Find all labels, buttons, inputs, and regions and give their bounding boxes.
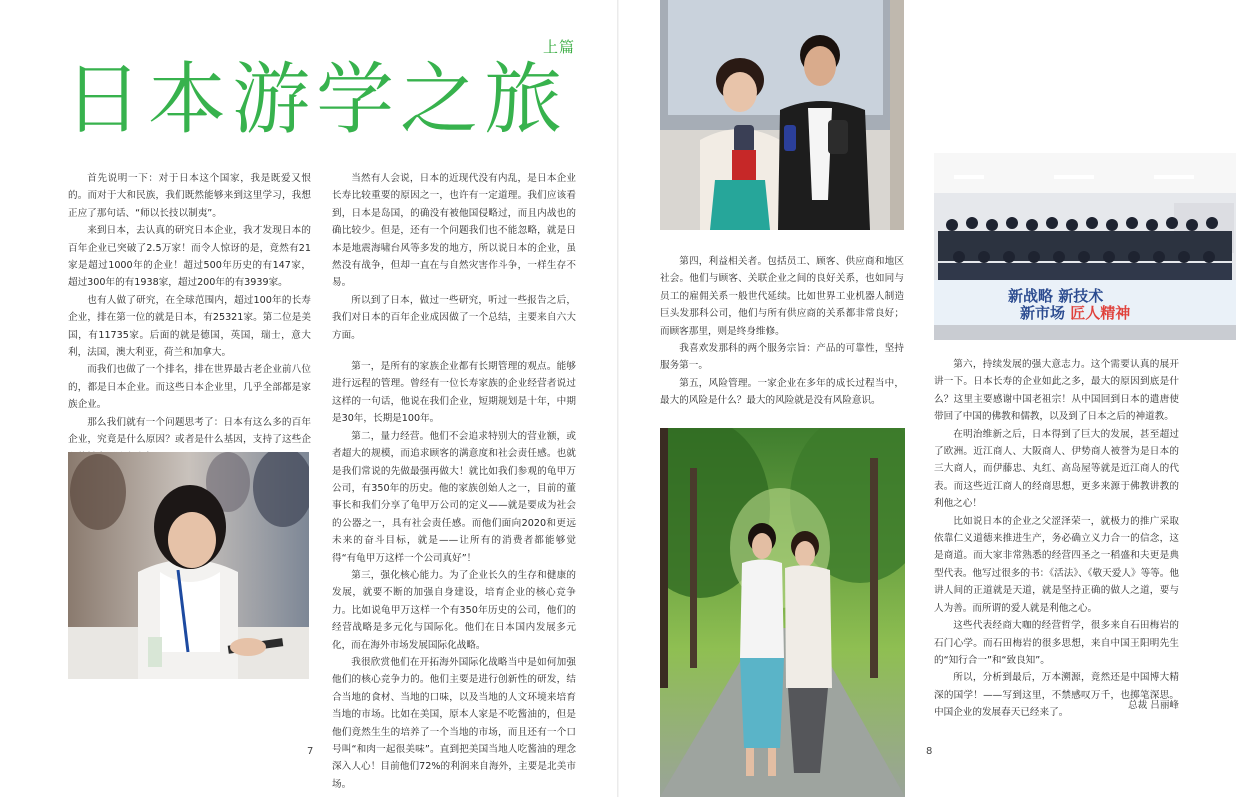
paragraph: 第六，持续发展的强大意志力。这个需要认真的展开讲一下。日本长寿的企业如此之多，最大的原因到底是什么？这里主要感谢中国老祖宗！从中国回到日本的遣唐使带回了中国的佛教和儒教，以及到了日本之后的神道教。 xyxy=(934,359,1179,423)
paragraph: 所以，分析到最后，万本溯源，竟然还是中国博大精深的国学！——写到这里，不禁感叹万千，也掷笔深思。中国企业的发展春天已经来了。 xyxy=(934,672,1179,719)
banner-line1a: 新战略 xyxy=(1008,287,1054,305)
paragraph: 第四，利益相关者。包括员工、顾客、供应商和地区社会。他们与顾客、关联企业之间的良好关系，也如同与员工的雇佣关系一般世代延续。比如世界工业机器人制造巨头发那科公司，他们与所有供应商的关系都非常良好；而顾客那里，则是终身维修。 xyxy=(660,256,904,337)
photo-woman-writing xyxy=(68,452,309,679)
author-signature: 总裁 吕丽峰 xyxy=(1128,700,1180,711)
banner-line2a: 新市场 xyxy=(1020,304,1066,322)
paragraph: 这些代表经商大咖的经营哲学，很多来自石田梅岩的石门心学。而石田梅岩的很多思想，来自中国王阳明先生的“知行合一”和“致良知”。 xyxy=(934,620,1179,666)
article-title: 日本游学之旅 xyxy=(64,55,569,145)
paragraph: 而我们也做了一个排名，排在世界最古老企业前八位的，都是日本企业。而这些日本企业里，几乎全部都是家族企业。 xyxy=(68,364,311,411)
paragraph: 当然有人会说，日本的近现代没有内乱，是日本企业长寿比较重要的原因之一，也许有一定道理。我们应该看到，日本是岛国，的确没有被他国侵略过，而且内战也的确比较少。但是，还有一个问题我们也不能忽略，就是日本是地震海啸台风等多发的地方，所以说日本的企业，虽然没有战争，但却一直在与自然灾害作斗争，一样生存不易。 xyxy=(332,173,576,289)
left-column-1 xyxy=(68,170,311,466)
page-number-right: 8 xyxy=(926,746,933,757)
paragraph: 首先说明一下：对于日本这个国家，我是既爱又恨的。而对于大和民族，我们既然能够来到这里学习，我想正应了那句话、“师以长技以制夷”。 xyxy=(68,173,311,219)
paragraph: 来到日本，去认真的研究日本企业，我才发现日本的百年企业已突破了2.5万家！而令人惊讶的是，竟然有21家是超过1000年的企业！超过500年历史的有147家，超过300年的有1938家，超过200年的有3939家。 xyxy=(68,225,311,289)
photo-tree-path xyxy=(660,428,905,797)
right-column-4 xyxy=(934,356,1179,722)
page-number-left: 7 xyxy=(307,746,314,757)
banner-text xyxy=(1008,288,1130,322)
paragraph: 在明治维新之后，日本得到了巨大的发展，甚至超过了欧洲。近江商人、大阪商人、伊势商人被誉为是日本的三大商人，而伊藤忠、丸红、高岛屋等就是近江商人的代表。而这些近江商人的经商思想，更多来源于佛教讲教的利他之心！ xyxy=(934,428,1179,510)
paragraph: 所以到了日本，做过一些研究，听过一些报告之后，我们对日本的百年企业成因做了一个总结，主要来自六大方面。 xyxy=(332,294,576,341)
paragraph: 也有人做了研究，在全球范围内，超过100年的长寿企业，排在第一位的就是日本，有25321家。第二位是美国，有11735家。后面的就是德国，英国，瑞士，意大利，法国，澳大利亚，荷兰和加拿大。 xyxy=(68,294,311,359)
photo-two-people-robots xyxy=(660,0,904,230)
paragraph: 第三，强化核心能力。为了企业长久的生存和健康的发展，就要不断的加强自身建设，培育企业的核心竞争力。比如说龟甲万这样一个有350年历史的公司，他们的经营战略是多元化与国际化。他们在日本国内发展多元化，而在海外市场发展国际化战略。 xyxy=(332,569,576,651)
paragraph: 比如说日本的企业之父涩泽荣一，就极力的推广采取依靠仁义道德来推进生产，务必确立义力合一的信念，这是商道。而大家非常熟悉的经营四圣之一稻盛和夫更是典型代表。他写过很多的书：《活法》、《敬天爱人》等等。他讲人间的正道就是天道，就是坚持正确的做人之道，要与人为善。而所谓的爱人就是利他之心。 xyxy=(934,515,1179,614)
paragraph: 第一，是所有的家族企业都有长期管理的观点。能够进行远程的管理。曾经有一位长寿家族的企业经营者说过这样的一句话，他说在我们企业，短期规划是十年，中期是30年，长期是100年。 xyxy=(332,361,576,425)
right-column-3 xyxy=(660,253,904,410)
banner-line1b: 新技术 xyxy=(1058,287,1104,305)
paragraph: 第五，风险管理。一家企业在多年的成长过程当中，最大的风险是什么？最大的风险就是没有风险意识。 xyxy=(660,377,904,407)
photo-group-banner xyxy=(934,153,1236,340)
banner-line2b: 匠人精神 xyxy=(1070,304,1131,322)
paragraph: 那么我们就有一个问题思考了：日本有这么多的百年企业，究竟是什么原因？或者是什么基因，支持了这些企 xyxy=(68,416,311,446)
section-tag: 上篇 xyxy=(543,38,576,56)
paragraph: 我很欣赏他们在开拓海外国际化战略当中是如何加强他们的核心竞争力的。他们主要是进行创新性的研发，结合当地的食材、当地的口味，以及当地的人文环境来培育当地的市场。比如在美国，原本人家是不吃酱油的，但是他们竟然生生的培养了一个当地的市场，而且还有一个口号叫“和肉一起很美味”。直到把美国当地人吃酱油的理念深入人心！目前他们72%的利润来自海外，主要是北美市场。 xyxy=(332,656,576,790)
page-gutter xyxy=(617,0,619,797)
left-column-2 xyxy=(332,170,576,793)
paragraph: 我喜欢发那科的两个服务宗旨：产品的可靠性，坚持服务第一。 xyxy=(660,343,904,372)
paragraph: 第二，量力经营。他们不会追求特别大的营业额，或者超大的规模，而追求顾客的满意度和社会责任感。也就是我们常说的先做最强再做大！就比如我们参观的龟甲万公司，有350年的历史。他的家族创始人之一，目前的董事长和我们分享了龟甲万公司的定义——就是要成为社会的公器之一，具有社会责任感。而他们面向2020和更远未来的奋斗目标，就是——让所有的消费者都能够觉得“有龟甲万这样一个公司真好”！ xyxy=(332,430,576,564)
